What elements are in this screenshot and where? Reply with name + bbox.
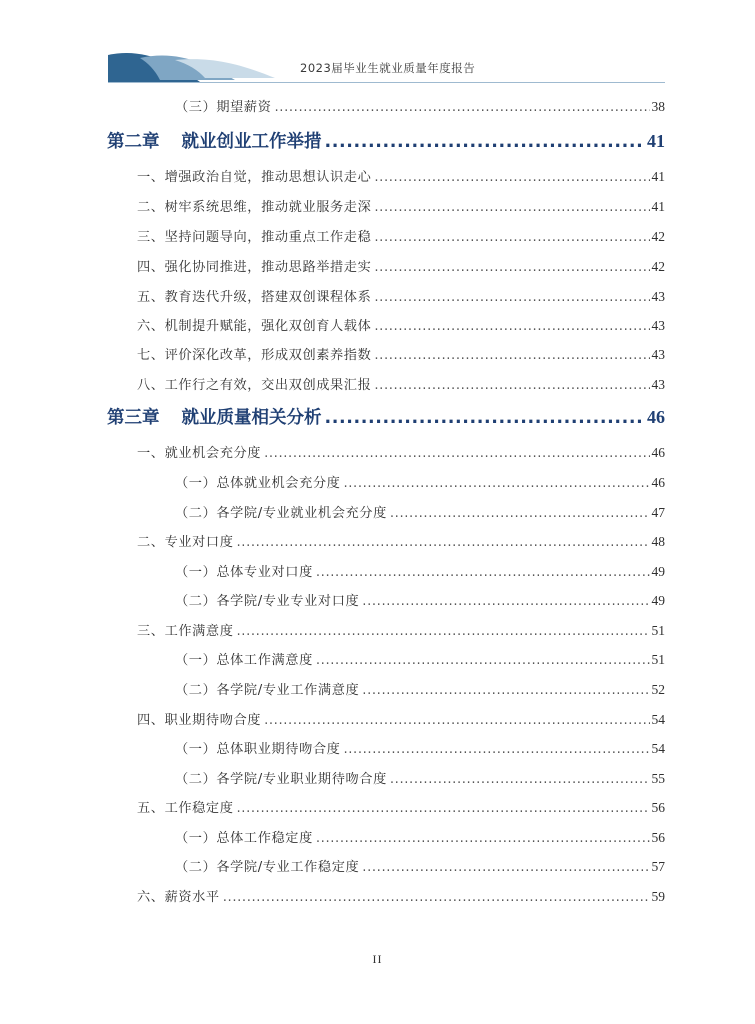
toc-entry[interactable] [137, 886, 665, 905]
toc-entry-page: 56 [651, 830, 665, 845]
toc-entry-page: 55 [651, 771, 665, 786]
toc-entry[interactable] [175, 768, 665, 787]
toc-entry[interactable] [137, 374, 665, 393]
toc-entry-page: 47 [651, 505, 665, 520]
dot-leader [316, 653, 650, 668]
toc-entry-label: （二）各学院/专业就业机会充分度 [175, 506, 387, 521]
toc-entry-label: 五、工作稳定度 [137, 801, 234, 816]
toc-entry[interactable] [175, 472, 665, 491]
toc-entry[interactable] [137, 531, 665, 550]
header-wave-decoration [0, 0, 755, 90]
toc-entry-label: 二、专业对口度 [137, 535, 234, 550]
page-header [0, 0, 755, 90]
toc-entry[interactable] [137, 286, 665, 305]
dot-leader [390, 506, 650, 521]
dot-leader [237, 624, 650, 639]
dot-leader [362, 860, 649, 875]
toc-entry-label: 一、就业机会充分度 [137, 446, 262, 461]
dot-leader [374, 170, 649, 185]
toc-entry[interactable] [175, 96, 665, 115]
toc-entry-label: （一）总体就业机会充分度 [175, 476, 341, 491]
toc-entry-page: 56 [651, 800, 665, 815]
toc-entry-page: 38 [651, 99, 665, 114]
dot-leader [374, 290, 649, 305]
dot-leader [374, 230, 649, 245]
toc-entry-page: 46 [651, 445, 665, 460]
toc-entry-page: 59 [651, 889, 665, 904]
toc-entry-label: （一）总体工作稳定度 [175, 831, 313, 846]
toc-entry-page: 43 [651, 347, 665, 362]
toc-entry[interactable] [175, 679, 665, 698]
dot-leader [316, 565, 650, 580]
toc-entry-page: 54 [651, 712, 665, 727]
toc-entry-label: 三、坚持问题导向，推动重点工作走稳 [137, 230, 372, 245]
toc-entry-label: （一）总体专业对口度 [175, 565, 313, 580]
toc-entry-label: 八、工作行之有效，交出双创成果汇报 [137, 378, 372, 393]
header-title: 2023届毕业生就业质量年度报告 [300, 61, 476, 75]
toc-entry-page: 46 [647, 407, 665, 427]
toc-entry-label: （三）期望薪资 [175, 100, 272, 115]
toc-entry-page: 43 [651, 289, 665, 304]
dot-leader [325, 408, 646, 428]
toc-entry[interactable] [137, 226, 665, 245]
toc-entry[interactable] [137, 344, 665, 363]
dot-leader [237, 801, 650, 816]
dot-leader [390, 772, 650, 787]
toc-entry[interactable] [137, 709, 665, 728]
toc-entry-page: 42 [651, 229, 665, 244]
toc-entry-label: 三、工作满意度 [137, 624, 234, 639]
toc-entry[interactable] [137, 315, 665, 334]
chapter-title: 就业质量相关分析 [181, 408, 322, 428]
chapter-number: 第二章 [107, 132, 160, 152]
toc-entry[interactable] [175, 856, 665, 875]
toc-entry-page: 57 [651, 859, 665, 874]
dot-leader [374, 319, 649, 334]
dot-leader [223, 890, 650, 905]
toc-entry-label: （二）各学院/专业工作满意度 [175, 683, 360, 698]
dot-leader [316, 831, 650, 846]
toc-entry-page: 46 [651, 475, 665, 490]
dot-leader [275, 100, 650, 115]
toc-entry-label: 二、树牢系统思维，推动就业服务走深 [137, 200, 372, 215]
toc-entry-page: 41 [647, 131, 665, 151]
toc-entry-page: 51 [651, 623, 665, 638]
toc-entry[interactable] [137, 256, 665, 275]
toc-entry-page: 49 [651, 593, 665, 608]
toc-entry-label: 四、强化协同推进，推动思路举措走实 [137, 260, 372, 275]
toc-entry-page: 54 [651, 741, 665, 756]
dot-leader [374, 260, 649, 275]
toc-entry[interactable] [175, 502, 665, 521]
toc-entry-page: 49 [651, 564, 665, 579]
toc-entry-label: （一）总体职业期待吻合度 [175, 742, 341, 757]
toc-entry[interactable] [137, 196, 665, 215]
toc-entry-label: 四、职业期待吻合度 [137, 713, 262, 728]
toc-entry-page: 41 [651, 199, 665, 214]
toc-entry[interactable] [137, 166, 665, 185]
toc-entry-label: 五、教育迭代升级，搭建双创课程体系 [137, 290, 372, 305]
toc-entry-label: （二）各学院/专业职业期待吻合度 [175, 772, 387, 787]
dot-leader [237, 535, 650, 550]
toc-entry-label: 六、机制提升赋能，强化双创育人载体 [137, 319, 372, 334]
toc-entry[interactable] [175, 738, 665, 757]
chapter-title: 就业创业工作举措 [181, 132, 322, 152]
chapter-number: 第三章 [107, 408, 160, 428]
dot-leader [362, 594, 649, 609]
toc-entry-label: 六、薪资水平 [137, 890, 220, 905]
toc-entry-page: 51 [651, 652, 665, 667]
dot-leader [343, 742, 649, 757]
toc-entry-page: 42 [651, 259, 665, 274]
toc-entry-page: 41 [651, 169, 665, 184]
toc-entry-label: 一、增强政治自觉，推动思想认识走心 [137, 170, 372, 185]
dot-leader [264, 713, 649, 728]
toc-entry-label: 七、评价深化改革，形成双创素养指数 [137, 348, 372, 363]
toc-entry[interactable] [175, 649, 665, 668]
toc-entry-page: 52 [651, 682, 665, 697]
toc-entry[interactable] [137, 620, 665, 639]
dot-leader [325, 132, 646, 152]
dot-leader [362, 683, 649, 698]
dot-leader [374, 200, 649, 215]
dot-leader [374, 378, 649, 393]
toc-entry[interactable] [175, 590, 665, 609]
toc-entry-page: 48 [651, 534, 665, 549]
toc-entry[interactable] [175, 561, 665, 580]
toc-entry[interactable] [137, 797, 665, 816]
toc-entry-page: 43 [651, 318, 665, 333]
dot-leader [343, 476, 649, 491]
toc-entry-page: 43 [651, 377, 665, 392]
toc-chapter-entry[interactable] [107, 128, 665, 153]
toc-chapter-entry[interactable] [107, 404, 665, 429]
toc-entry[interactable] [137, 442, 665, 461]
toc-entry-label: （二）各学院/专业工作稳定度 [175, 860, 360, 875]
toc-entry-label: （一）总体工作满意度 [175, 653, 313, 668]
dot-leader [264, 446, 649, 461]
dot-leader [374, 348, 649, 363]
page-number: II [372, 952, 383, 966]
toc-entry[interactable] [175, 827, 665, 846]
toc-entry-label: （二）各学院/专业专业对口度 [175, 594, 360, 609]
